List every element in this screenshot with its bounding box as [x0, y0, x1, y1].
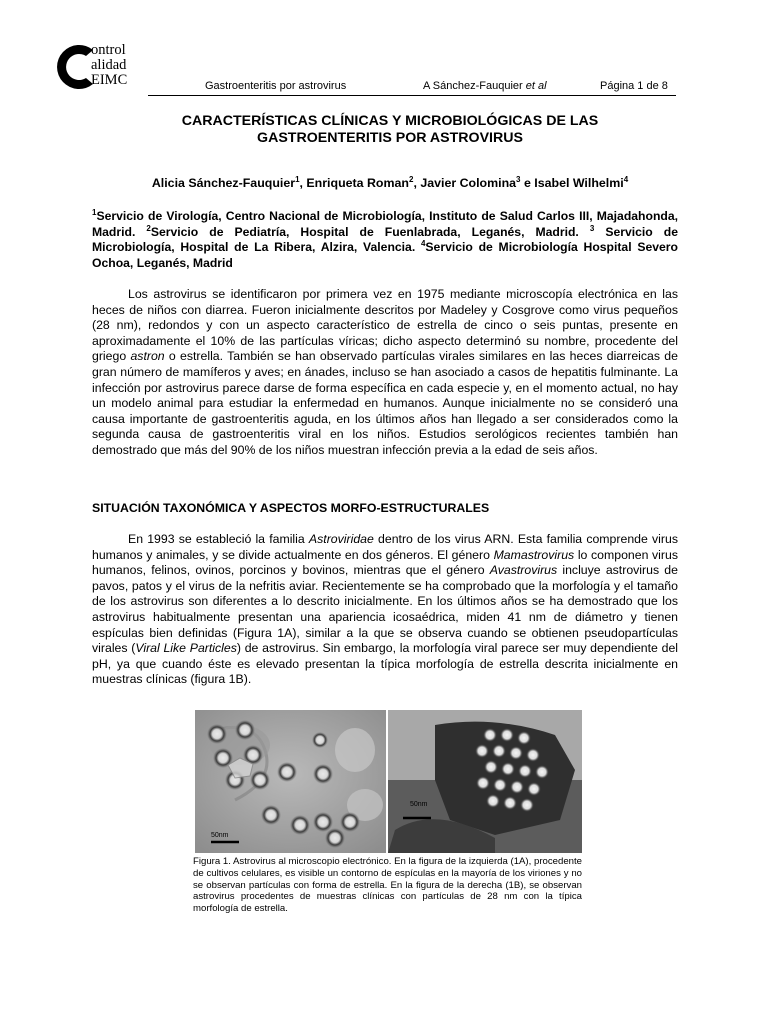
affil-1-sup: 1: [92, 207, 97, 217]
figure-1: [195, 710, 582, 853]
intro-text-1: Los astrovirus se identificaron por primera vez en 1975 mediante microscopía electrónica en las heces de niños con diarrea. Fueron inicialmente descritos por Madeley y Cosgrove como virus pequeños (28 nm), redondos y con un aspecto característico de estrella de cinco o seis puntas, presente en aproximadamente el 10% de las partículas víricas; dicho aspecto determinó su nombre, procedente del griego: [92, 287, 678, 364]
affil-4: Servicio de Microbiología Hospital Severo Ochoa, Leganés, Madrid: [92, 240, 678, 270]
affil-3-sup: 3: [589, 223, 595, 233]
electron-micrographs: [195, 710, 582, 853]
tax-em-4: Viral Like Particles: [135, 641, 237, 656]
author-3: , Javier Colomina: [413, 176, 517, 190]
affil-3: Servicio de Microbiología, Hospital de La Ribera, Alzira, Valencia.: [92, 224, 678, 255]
tax-text-2: dentro de los virus ARN. Esta familia comprende virus humanos y animales, y se divide actualmente en dos géneros. El género: [92, 532, 678, 562]
tax-text-3: lo componen virus humanos, felinos, ovinos, porcinos y bovinos, mientras que el género: [92, 547, 678, 578]
tax-text-4: incluye astrovirus de pavos, patos y el virus de la nefritis aviar. Recientemente se ha comprobado que la morfología y el tamaño de los astrovirus son diferentes a lo descrito inicialmente. En los últimos años se ha demostrado que los astrovirus habitualmente presentan una apariencia icosaédrica, miden 41 nm de diámetro y tienen espículas bien definidas (Figura 1A), similar a la que se observa cuando se obtienen pseudopartículas virales (: [92, 563, 678, 656]
logo-line-3: EIMC: [91, 72, 128, 88]
intro-em-1: astron: [130, 349, 165, 364]
author-short-name: A Sánchez-Fauquier: [423, 80, 526, 92]
affil-2: Servicio de Pediatría, Hospital de Fuenlabrada, Leganés, Madrid.: [150, 224, 590, 239]
scale-label-1b: 50nm: [410, 801, 428, 808]
tax-text-1: En 1993 se estableció la familia: [128, 532, 309, 546]
affiliations: [92, 209, 678, 271]
author-1: Alicia Sánchez-Fauquier: [151, 176, 296, 190]
tax-em-3: Avastrovirus: [489, 563, 558, 578]
affil-4-sup: 4: [420, 239, 426, 249]
author-list: [92, 176, 688, 190]
seimc-logo: [53, 42, 148, 92]
running-title: Gastroenteritis por astrovirus: [205, 80, 347, 92]
author-etal: et al: [525, 80, 547, 92]
affil-1: Servicio de Virología, Centro Nacional de Microbiología, Instituto de Salud Carlos III, Majadahonda, Madrid.: [92, 209, 678, 239]
panel-1a: [195, 710, 386, 853]
author-2-sup: 2: [408, 174, 414, 184]
logo-line-2: alidad: [91, 57, 127, 73]
author-3-sup: 3: [516, 174, 521, 184]
author-4-sup: 4: [623, 174, 629, 184]
author-2: , Enriqueta Roman: [299, 176, 409, 190]
tax-em-1: Astroviridae: [308, 532, 374, 546]
affil-2-sup: 2: [146, 223, 151, 233]
author-short: [423, 80, 547, 92]
header-rule: [148, 95, 676, 96]
tax-text-5: ) de astrovirus. Sin embargo, la morfología viral parece ser muy dependiente del pH, ya que cuando éste es elevado presentan la típica morfología de estrella descrita inicialmente en muestras clínicas (figura 1B).: [92, 641, 679, 687]
title-line-1: CARACTERÍSTICAS CLÍNICAS Y MICROBIOLÓGICAS DE LAS: [181, 113, 599, 129]
author-4: e Isabel Wilhelmi: [520, 176, 624, 190]
paper-title: [92, 113, 688, 147]
section-heading: SITUACIÓN TAXONÓMICA Y ASPECTOS MORFO-ESTRUCTURALES: [92, 501, 490, 515]
intro-paragraph: [92, 287, 678, 459]
scale-label-1a: 50nm: [211, 832, 229, 839]
author-1-sup: 1: [295, 174, 300, 184]
intro-text-2: o estrella. También se han observado partículas virales similares en las heces diarreicas de gran número de mamíferos y aves; en ánades, incluso se han asociado a casos de hepatitis fulminante. La infección por astrovirus parece darse de forma específica en cada especie y, en el momento actual, no hay un modelo animal para estudiar la enfermedad en humanos. Aunque inicialmente no se consideró una causa importante de gastroenteritis aguda, en los últimos años han llegado a ser considerados como la segunda causa de gastroenteritis viral en los niños. Estudios serológicos recientes también han demostrado que más del 90% de los niños muestran infección previa a la edad de seis años.: [92, 349, 678, 457]
logo-line-1: ontrol: [91, 42, 126, 58]
tax-em-2: Mamastrovirus: [493, 547, 575, 562]
page-number: Página 1 de 8: [600, 80, 668, 92]
taxonomy-paragraph: [92, 532, 678, 688]
figure-caption: Figura 1. Astrovirus al microscopio electrónico. En la figura de la izquierda (1A), procedente de cultivos celulares, es visible un contorno de espículas en la mayoría de los viriones y no se observan partículas con forma de estrella. En la figura de la derecha (1B), se observan astrovirus procedentes de muestras clínicas con partículas de 28 nm con la típica morfología de estrella.: [193, 856, 582, 915]
title-line-2: GASTROENTERITIS POR ASTROVIRUS: [257, 130, 523, 146]
panel-1b: [388, 710, 582, 853]
